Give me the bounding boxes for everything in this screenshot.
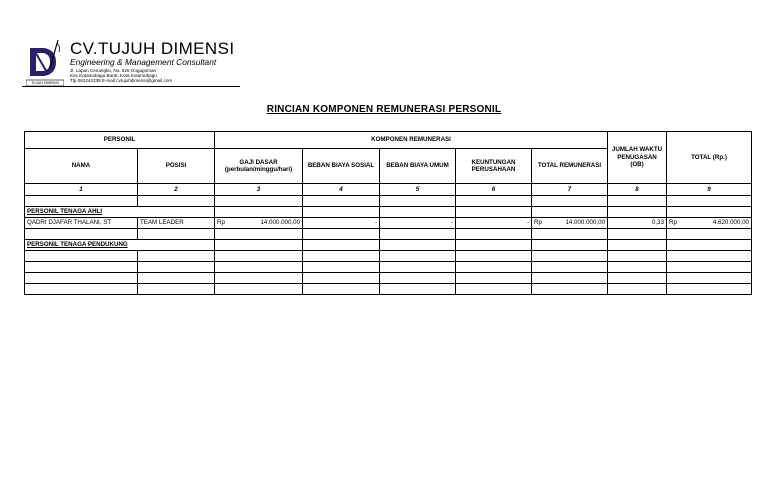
company-address-line: Kec.Kotamobagu Barat, Kota Kotamobagu	[70, 73, 157, 78]
header-nama: NAMA	[25, 149, 138, 184]
table-row-blank	[25, 251, 752, 262]
header-komponen-remunerasi: KOMPONEN REMUNERASI	[215, 132, 608, 149]
table-row-blank	[25, 229, 752, 240]
amount: 4.620.000,00	[712, 219, 750, 227]
column-number: 6	[456, 184, 532, 196]
header-posisi: POSISI	[138, 149, 215, 184]
cell-beban-sosial: -	[303, 218, 380, 229]
company-contact-line: Tlp 081244338 E-mail:cvtujuhdimensi@gmail.com	[70, 78, 173, 83]
section-label: PERSONIL TENAGA PENDUKUNG	[27, 241, 128, 249]
cell-beban-umum: -	[380, 218, 456, 229]
column-number: 2	[138, 184, 215, 196]
table-row-blank	[25, 284, 752, 295]
table-row-blank	[25, 273, 752, 284]
table-row-blank	[25, 196, 752, 207]
header-gaji-dasar: GAJI DASAR (perbulan/minggu/hari)	[215, 149, 303, 184]
section-row-tenaga-pendukung	[25, 240, 752, 251]
table-row-blank	[25, 262, 752, 273]
cell-keuntungan: -	[456, 218, 532, 229]
remuneration-table	[24, 131, 752, 295]
column-number: 4	[303, 184, 380, 196]
section-label: PERSONIL TENAGA AHLI	[27, 208, 103, 216]
header-jumlah-waktu: JUMLAH WAKTU PENUGASAN (OB)	[608, 132, 667, 184]
table-row	[25, 218, 752, 229]
column-number: 5	[380, 184, 456, 196]
column-number: 3	[215, 184, 303, 196]
header-beban-sosial: BEBAN BIAYA SOSIAL	[303, 149, 380, 184]
cell-gaji-dasar	[215, 218, 303, 229]
amount: 14.000.000,00	[260, 219, 301, 227]
cell-total	[667, 218, 752, 229]
currency-label: Rp	[217, 219, 225, 227]
company-logo	[26, 38, 64, 88]
column-number: 1	[25, 184, 138, 196]
column-number: 9	[667, 184, 752, 196]
cell-jumlah-waktu: 0,33	[608, 218, 667, 229]
company-name: CV.TUJUH DIMENSI	[70, 39, 235, 58]
header-keuntungan: KEUNTUNGAN PERUSAHAAN	[456, 149, 532, 184]
header-personil: PERSONIL	[25, 132, 215, 149]
header-total-remunerasi: TOTAL REMUNERASI	[532, 149, 608, 184]
currency-label: Rp	[669, 219, 677, 227]
header-beban-umum: BEBAN BIAYA UMUM	[380, 149, 456, 184]
amount: 14.000.000,00	[565, 219, 606, 227]
section-row-tenaga-ahli	[25, 207, 752, 218]
company-address-line: Jl. Lapan Cenangko, No. 525 Gogagoman	[70, 68, 157, 73]
header-total: TOTAL (Rp.)	[667, 132, 752, 184]
column-number: 7	[532, 184, 608, 196]
column-number: 8	[608, 184, 667, 196]
cell-total-remunerasi	[532, 218, 608, 229]
header-divider	[22, 86, 240, 87]
company-subtitle: Engineering & Management Consultant	[70, 57, 217, 67]
header-row-groups	[25, 132, 752, 149]
logo-caption: TUJUH DIMENSI	[31, 81, 59, 85]
cell-nama: QADRI DJAFAR THALANI, ST	[25, 218, 138, 229]
currency-label: Rp	[534, 219, 542, 227]
document-title: RINCIAN KOMPONEN REMUNERASI PERSONIL	[266, 104, 502, 115]
cell-posisi: TEAM LEADER	[138, 218, 215, 229]
column-number-row	[25, 184, 752, 196]
